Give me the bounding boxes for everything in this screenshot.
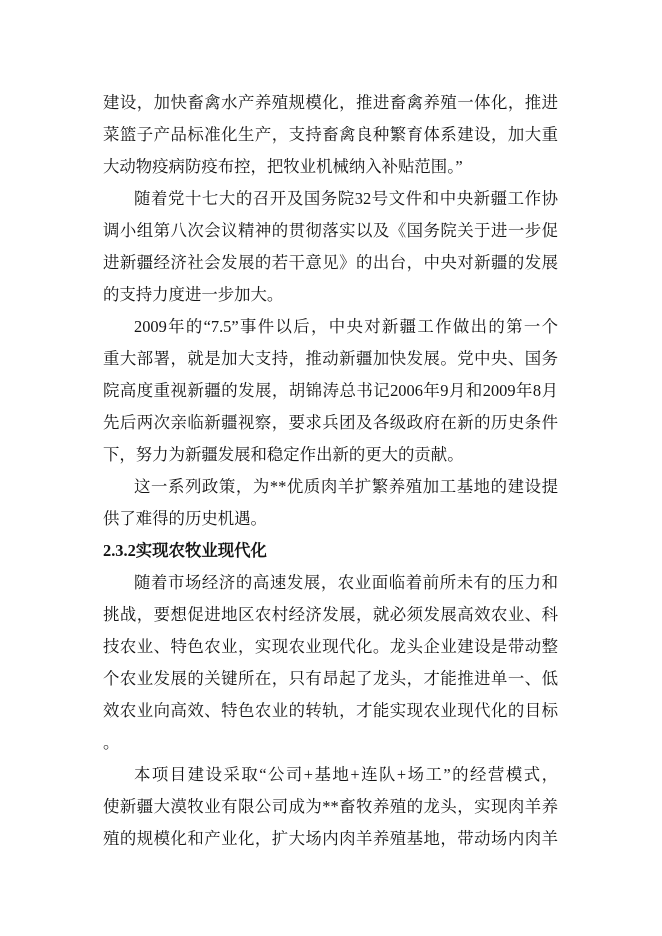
text-line: 这一系列政策，为**优质肉羊扩繁养殖加工基地的建设提 — [134, 477, 558, 496]
text-line: 本项目建设采取“公司+基地+连队+场工”的经营模式， — [134, 765, 558, 784]
text-line: 2009年的“7.5”事件以后，中央对新疆工作做出的第一个 — [134, 317, 558, 336]
paragraph — [103, 311, 558, 471]
section-heading: 2.3.2实现农牧业现代化 — [103, 541, 267, 560]
text-line: 供了难得的历史机遇。 — [103, 509, 267, 528]
paragraph — [103, 567, 558, 759]
text-line: 使新疆大漠牧业有限公司成为**畜牧养殖的龙头，实现肉羊养 — [103, 797, 558, 816]
text-line: 效农业向高效、特色农业的转轨，才能实现农业现代化的目标 — [103, 701, 558, 720]
text-line: 随着党十七大的召开及国务院32号文件和中央新疆工作协 — [134, 189, 558, 208]
text-line: 挑战，要想促进地区农村经济发展，就必须发展高效农业、科 — [103, 605, 558, 624]
text-line: 院高度重视新疆的发展，胡锦涛总书记2006年9月和2009年8月 — [103, 381, 558, 400]
text-line: 殖的规模化和产业化，扩大场内肉羊养殖基地，带动场内肉羊 — [103, 829, 558, 848]
text-line: 建设，加快畜禽水产养殖规模化，推进畜禽养殖一体化，推进 — [103, 93, 558, 112]
text-line: 。 — [103, 733, 120, 752]
text-line: 大动物疫病防疫布控，把牧业机械纳入补贴范围。” — [103, 157, 463, 176]
paragraph-continues — [103, 759, 558, 855]
text-line: 调小组第八次会议精神的贯彻落实以及《国务院关于进一步促 — [103, 221, 558, 240]
paragraph — [103, 183, 558, 311]
text-line: 进新疆经济社会发展的若干意见》的出台，中央对新疆的发展 — [103, 253, 558, 272]
text-line: 下，努力为新疆发展和稳定作出新的更大的贡献。 — [103, 445, 464, 464]
text-line: 个农业发展的关键所在，只有昂起了龙头，才能推进单一、低 — [103, 669, 558, 688]
paragraph — [103, 471, 558, 535]
text-line: 的支持力度进一步加大。 — [103, 285, 284, 304]
text-line: 技农业、特色农业，实现农业现代化。龙头企业建设是带动整 — [103, 637, 558, 656]
text-line: 随着市场经济的高速发展，农业面临着前所未有的压力和 — [134, 573, 558, 592]
paragraph-continued — [103, 87, 558, 183]
text-line: 菜篮子产品标准化生产，支持畜禽良种繁育体系建设，加大重 — [103, 125, 558, 144]
text-line: 先后两次亲临新疆视察，要求兵团及各级政府在新的历史条件 — [103, 413, 558, 432]
text-line: 重大部署，就是加大支持，推动新疆加快发展。党中央、国务 — [103, 349, 558, 368]
body-text — [103, 87, 558, 855]
